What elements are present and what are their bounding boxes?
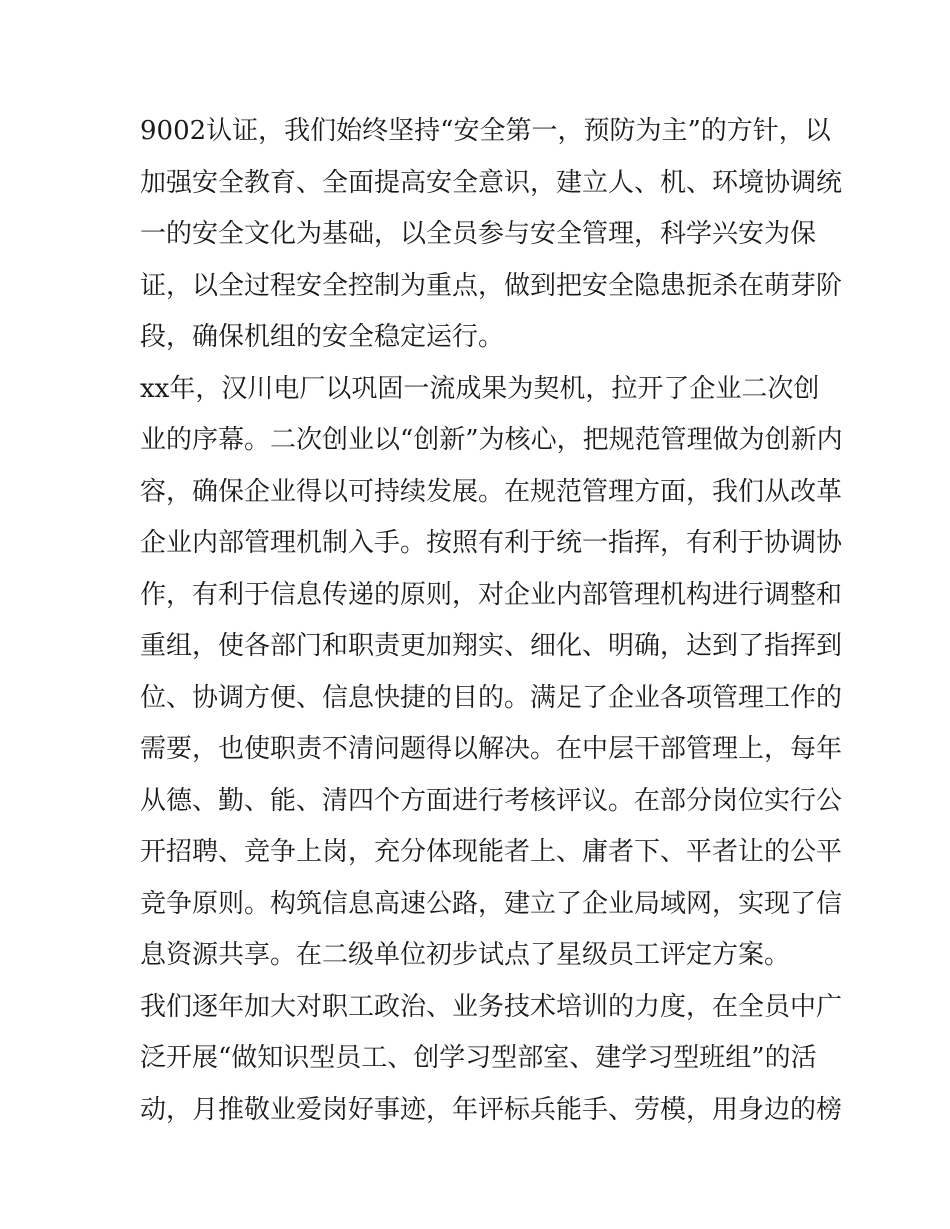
text-line: 泛开展“做知识型员工、创学习型部室、建学习型班组”的活 [140, 1043, 817, 1073]
text-line: 重组，使各部门和职责更加翔实、细化、明确，达到了指挥到 [140, 631, 843, 661]
text-line: 证，以全过程安全控制为重点，做到把安全隐患扼杀在萌芽阶 [140, 270, 843, 301]
body-text [140, 106, 843, 1136]
text-line: 开招聘、竞争上岗，充分体现能者上、庸者下、平者让的公平 [140, 837, 843, 867]
text-line: 竞争原则。构筑信息高速公路，建立了企业局域网，实现了信 [140, 888, 843, 919]
text-line: 作，有利于信息传递的原则，对企业内部管理机构进行调整和 [140, 579, 843, 610]
text-line: 段，确保机组的安全稳定运行。 [140, 322, 505, 352]
text-line: 息资源共享。在二级单位初步试点了星级员工评定方案。 [140, 940, 791, 970]
text-line: 从德、勤、能、清四个方面进行考核评议。在部分岗位实行公 [140, 785, 843, 816]
text-line: 业的序幕。二次创业以“创新”为核心，把规范管理做为创新内 [140, 425, 843, 455]
text-line: 动，月推敬业爱岗好事迹，年评标兵能手、劳模，用身边的榜 [140, 1094, 843, 1125]
text-line: 位、协调方便、信息快捷的目的。满足了企业各项管理工作的 [140, 682, 843, 713]
text-line: 我们逐年加大对职工政治、业务技术培训的力度，在全员中广 [140, 991, 843, 1022]
text-line: 容，确保企业得以可持续发展。在规范管理方面，我们从改革 [140, 476, 843, 507]
text-line: 企业内部管理机制入手。按照有利于统一指挥，有利于协调协 [140, 528, 843, 558]
text-line: 9002认证，我们始终坚持“安全第一，预防为主”的方针，以 [140, 116, 831, 146]
text-line: 加强安全教育、全面提高安全意识，建立人、机、环境协调统 [140, 167, 843, 198]
text-line: 一的安全文化为基础，以全员参与安全管理，科学兴安为保 [140, 219, 817, 249]
text-line: xx年，汉川电厂以巩固一流成果为契机，拉开了企业二次创 [140, 373, 820, 404]
text-line: 需要，也使职责不清问题得以解决。在中层干部管理上，每年 [140, 734, 843, 764]
